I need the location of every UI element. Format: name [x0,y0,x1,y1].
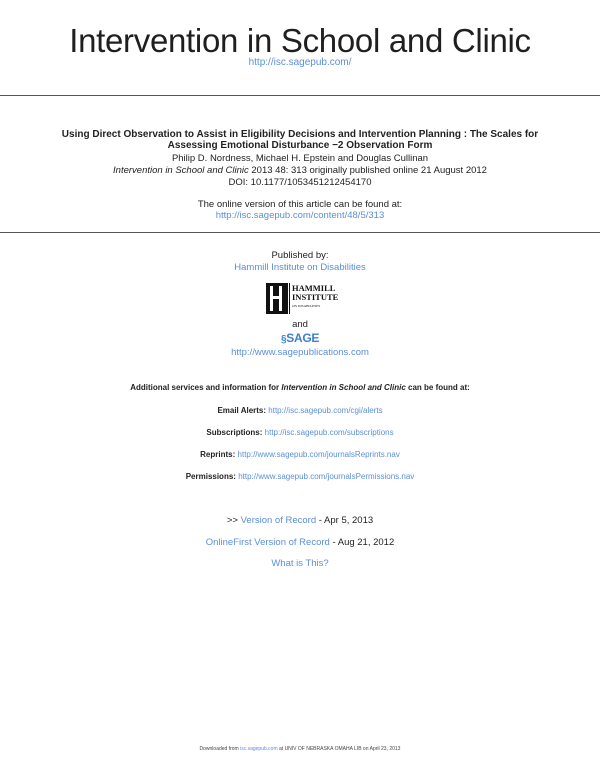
top-divider [0,95,600,96]
article-authors: Philip D. Nordness, Michael H. Epstein and Douglas Cullinan [171,153,429,164]
journal-url-link[interactable]: http://isc.sagepub.com/ [248,57,352,68]
permissions-row [0,472,600,481]
sage-url-link[interactable]: http://www.sagepublications.com [231,347,369,358]
version-of-record-row [0,515,600,526]
services-prefix: Additional services and information for [130,383,282,392]
citation-rest: 2013 48: 313 originally published online 21 August 2012 [248,165,487,176]
hammill-logo [264,282,340,315]
reprints-label: Reprints: [200,450,236,459]
permissions-link[interactable]: http://www.sagepub.com/journalsPermissions.nav [238,472,415,481]
article-title [14,129,586,151]
published-by-label: Published by: [271,250,329,261]
reprints-row [0,450,600,459]
services-heading [0,383,600,392]
article-title-line2: Assessing Emotional Disturbance −2 Observation Form [167,140,433,151]
footer-link[interactable]: isc.sagepub.com [240,746,278,752]
download-footer [0,746,600,752]
and-text: and [292,319,308,330]
online-version-link[interactable]: http://isc.sagepub.com/content/48/5/313 [215,210,385,221]
footer-prefix: Downloaded from [199,746,241,752]
what-is-this-link[interactable]: What is This? [271,558,329,569]
onlinefirst-date: - Aug 21, 2012 [329,537,395,548]
email-alerts-row [0,406,600,415]
subscriptions-row [0,428,600,437]
footer-rest: at UNIV OF NEBRASKA OMAHA LIB on April 23, 2013 [277,746,401,752]
subscriptions-label: Subscriptions: [206,428,263,437]
online-version-text: The online version of this article can be found at: [197,199,403,210]
email-alerts-link[interactable]: http://isc.sagepub.com/cgi/alerts [268,406,383,415]
sage-logo-text: SAGE [286,331,320,345]
article-citation [0,165,600,176]
journal-title: Intervention in School and Clinic [69,22,531,59]
services-suffix: can be found at: [405,383,470,392]
sage-swoosh-icon: § [281,334,287,345]
reprints-link[interactable]: http://www.sagepub.com/journalsReprints.nav [237,450,400,459]
article-title-line1: Using Direct Observation to Assist in Eligibility Decisions and Intervention Planning : The Scales for [61,129,539,140]
subscriptions-link[interactable]: http://isc.sagepub.com/subscriptions [264,428,394,437]
logo-line1: HAMMILL [292,283,336,293]
version-prefix: >> [226,515,241,526]
onlinefirst-link[interactable]: OnlineFirst Version of Record [205,537,330,548]
services-journal: Intervention in School and Clinic [281,383,406,392]
citation-journal: Intervention in School and Clinic [113,165,249,176]
middle-divider [0,232,600,233]
sage-logo [281,331,319,345]
logo-line3: ON DISABILITIES [292,304,321,308]
publisher-name-link[interactable]: Hammill Institute on Disabilities [234,262,366,273]
onlinefirst-row [0,537,600,548]
version-of-record-date: - Apr 5, 2013 [316,515,374,526]
permissions-label: Permissions: [185,472,236,481]
email-alerts-label: Email Alerts: [217,406,267,415]
logo-line2: INSTITUTE [292,292,339,302]
article-doi: DOI: 10.1177/1053451212454170 [228,177,372,188]
version-of-record-link[interactable]: Version of Record [240,515,317,526]
